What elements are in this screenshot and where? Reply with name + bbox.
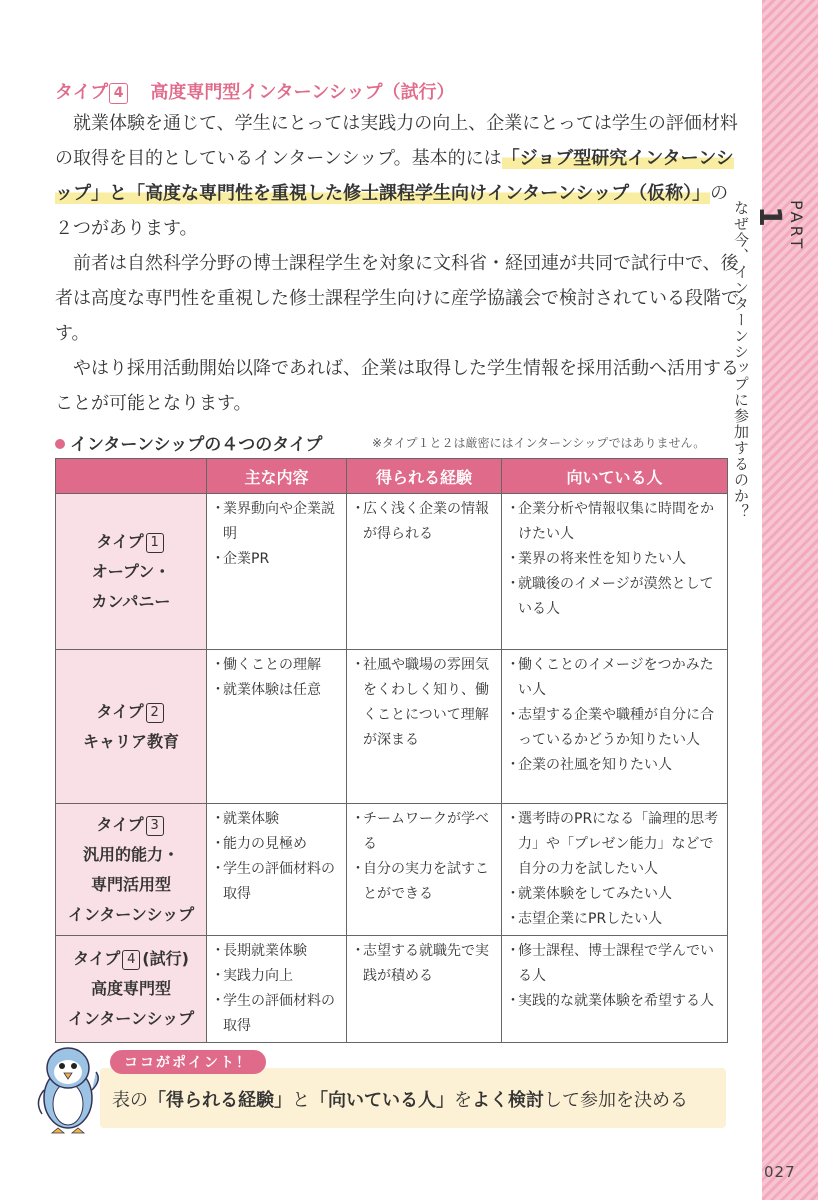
list-item: ・ 広く浅く企業の情報が得られる <box>351 497 497 547</box>
experience-list <box>351 497 497 547</box>
para1-highlight-1: 「ジョブ型研究インターンシップ」 <box>55 148 734 204</box>
sidebar-chapter <box>732 200 806 520</box>
type-prefix: タイプ <box>73 949 121 968</box>
header-blank <box>56 459 207 494</box>
list-item: ・ 選考時のPRになる「論理的思考力」や「プレゼン能力」などで自分の力を試したい人 <box>506 807 723 882</box>
list-item: ・ 就業体験 <box>211 807 342 832</box>
experience-list <box>351 653 497 753</box>
penguin-mascot-icon <box>30 1040 110 1135</box>
paragraph-2: 前者は自然科学分野の博士課程学生を対象に文科省・経団連が共同で試行中で、後者は高度な専門性を重視した修士課程学生向けに産学協議会で検討されている段階です。 <box>55 253 739 344</box>
type-prefix: タイプ <box>96 701 144 721</box>
point-text-1: 表の <box>112 1090 148 1111</box>
list-item: ・ 自分の実力を試すことができる <box>351 857 497 907</box>
type-cell <box>56 804 207 936</box>
list-item: ・ 企業分析や情報収集に時間をかけたい人 <box>506 497 723 547</box>
list-item: ・ 働くことのイメージをつかみたい人 <box>506 653 723 703</box>
list-item: ・ 業界動向や企業説明 <box>211 497 342 547</box>
list-item: ・ 実践力向上 <box>211 964 342 989</box>
suitable-list <box>506 653 723 778</box>
point-bold-2: 「向いている人」 <box>310 1090 454 1111</box>
list-item: ・ 就業体験は任意 <box>211 678 342 703</box>
page-number: 027 <box>764 1163 796 1181</box>
paragraph-1 <box>55 106 745 246</box>
experience-cell <box>347 494 502 650</box>
internship-types-table <box>55 458 728 1043</box>
list-item: ・ 就業体験をしてみたい人 <box>506 882 723 907</box>
experience-list <box>351 807 497 907</box>
suitable-cell <box>502 936 728 1043</box>
body-text <box>55 106 745 421</box>
content-cell <box>207 936 347 1043</box>
content-list <box>211 653 342 703</box>
type-name: 汎用的能力・ <box>82 844 179 864</box>
list-item: ・ 働くことの理解 <box>211 653 342 678</box>
bullet-dot-icon <box>55 439 65 449</box>
suitable-list <box>506 807 723 932</box>
list-item: ・ 社風や職場の雰囲気をくわしく知り、働くことについて理解が深まる <box>351 653 497 753</box>
list-item: ・ チームワークが学べる <box>351 807 497 857</box>
sidebar-part-label: PART <box>787 200 806 252</box>
heading-title: 高度専門型インターンシップ（試行） <box>150 82 455 103</box>
list-item: ・ 業界の将来性を知りたい人 <box>506 547 723 572</box>
point-bold-3: よく検討 <box>472 1090 544 1111</box>
table-title-text: インターンシップの４つのタイプ <box>70 435 323 455</box>
content-cell <box>207 494 347 650</box>
type-name: オープン・ <box>91 561 171 581</box>
list-item: ・ 学生の評価材料の取得 <box>211 857 342 907</box>
point-text-4: して参加を決める <box>544 1090 688 1111</box>
type-prefix: タイプ <box>96 814 144 834</box>
experience-cell <box>347 804 502 936</box>
table-row <box>56 804 728 936</box>
content-cell <box>207 804 347 936</box>
type-name: キャリア教育 <box>82 731 179 751</box>
list-item: ・ 志望する就職先で実践が積める <box>351 939 497 989</box>
type-number: 3 <box>146 816 164 836</box>
type-name: インターンシップ <box>67 904 195 924</box>
type-label <box>60 944 202 974</box>
table-row <box>56 494 728 650</box>
experience-cell <box>347 650 502 804</box>
list-item: ・ 企業PR <box>211 547 342 572</box>
para1-text-1: 就業体験を通じて、学生にとっては実践力の向上、企業にとっては学生の評価材料の取得を目的としているインターンシップ。基本的には <box>55 113 738 169</box>
heading-prefix: タイプ <box>55 82 109 103</box>
type-name: 専門活用型 <box>90 874 171 894</box>
content-list <box>211 939 342 1039</box>
list-item: ・ 修士課程、博士課程で学んでいる人 <box>506 939 723 989</box>
para1-highlight-2: 「高度な専門性を重視した修士課程学生向けインターンシップ（仮称）」 <box>127 183 711 204</box>
experience-list <box>351 939 497 989</box>
type-prefix: タイプ <box>96 531 144 551</box>
header-experience: 得られる経験 <box>347 459 502 494</box>
para1-text-2: と <box>109 183 127 204</box>
list-item: ・ 長期就業体験 <box>211 939 342 964</box>
paragraph-3: やはり採用活動開始以降であれば、企業は取得した学生情報を採用活動へ活用することが可能となります。 <box>55 358 739 414</box>
type-number: 1 <box>146 533 164 553</box>
type-suffix: (試行) <box>142 949 189 968</box>
list-item: ・ 就職後のイメージが漠然としている人 <box>506 572 723 622</box>
type-name: 高度専門型 <box>90 979 171 998</box>
point-label: ココがポイント！ <box>110 1050 266 1074</box>
table-title <box>55 430 322 455</box>
type-cell <box>56 494 207 650</box>
content-list <box>211 807 342 907</box>
suitable-cell <box>502 494 728 650</box>
table-note: ※タイプ１と２は厳密にはインターンシップではありません。 <box>372 436 706 450</box>
list-item: ・ 企業の社風を知りたい人 <box>506 753 723 778</box>
heading-number: 4 <box>109 83 128 104</box>
sidebar-part-number: 1 <box>752 206 787 228</box>
suitable-cell <box>502 804 728 936</box>
content-cell <box>207 650 347 804</box>
list-item: ・ 志望企業にPRしたい人 <box>506 907 723 932</box>
sidebar-chapter-title: なぜ今、インターンシップに参加するのか？ <box>732 200 750 520</box>
type-number: 4 <box>122 950 140 970</box>
type-label <box>60 697 202 727</box>
type-cell <box>56 650 207 804</box>
type-cell <box>56 936 207 1043</box>
table-header-row <box>56 459 728 494</box>
type-label <box>60 810 202 840</box>
list-item: ・ 実践的な就業体験を希望する人 <box>506 989 723 1014</box>
section-heading <box>55 78 455 104</box>
content-list <box>211 497 342 572</box>
list-item: ・ 学生の評価材料の取得 <box>211 989 342 1039</box>
point-text <box>112 1086 688 1112</box>
header-content: 主な内容 <box>207 459 347 494</box>
list-item: ・ 志望する企業や職種が自分に合っているかどうか知りたい人 <box>506 703 723 753</box>
type-number: 2 <box>146 703 164 723</box>
suitable-list <box>506 497 723 622</box>
suitable-cell <box>502 650 728 804</box>
type-name: インターンシップ <box>67 1009 195 1028</box>
type-name: カンパニー <box>91 591 171 611</box>
sidebar-stripe <box>762 0 818 1200</box>
list-item: ・ 能力の見極め <box>211 832 342 857</box>
suitable-list <box>506 939 723 1014</box>
type-label <box>60 527 202 557</box>
header-suitable: 向いている人 <box>502 459 728 494</box>
table-row <box>56 650 728 804</box>
point-text-2: と <box>292 1090 310 1111</box>
para1-text-3: の２つがあります。 <box>55 183 729 239</box>
table-row <box>56 936 728 1043</box>
experience-cell <box>347 936 502 1043</box>
point-bold-1: 「得られる経験」 <box>148 1090 292 1111</box>
point-text-3: を <box>454 1090 472 1111</box>
